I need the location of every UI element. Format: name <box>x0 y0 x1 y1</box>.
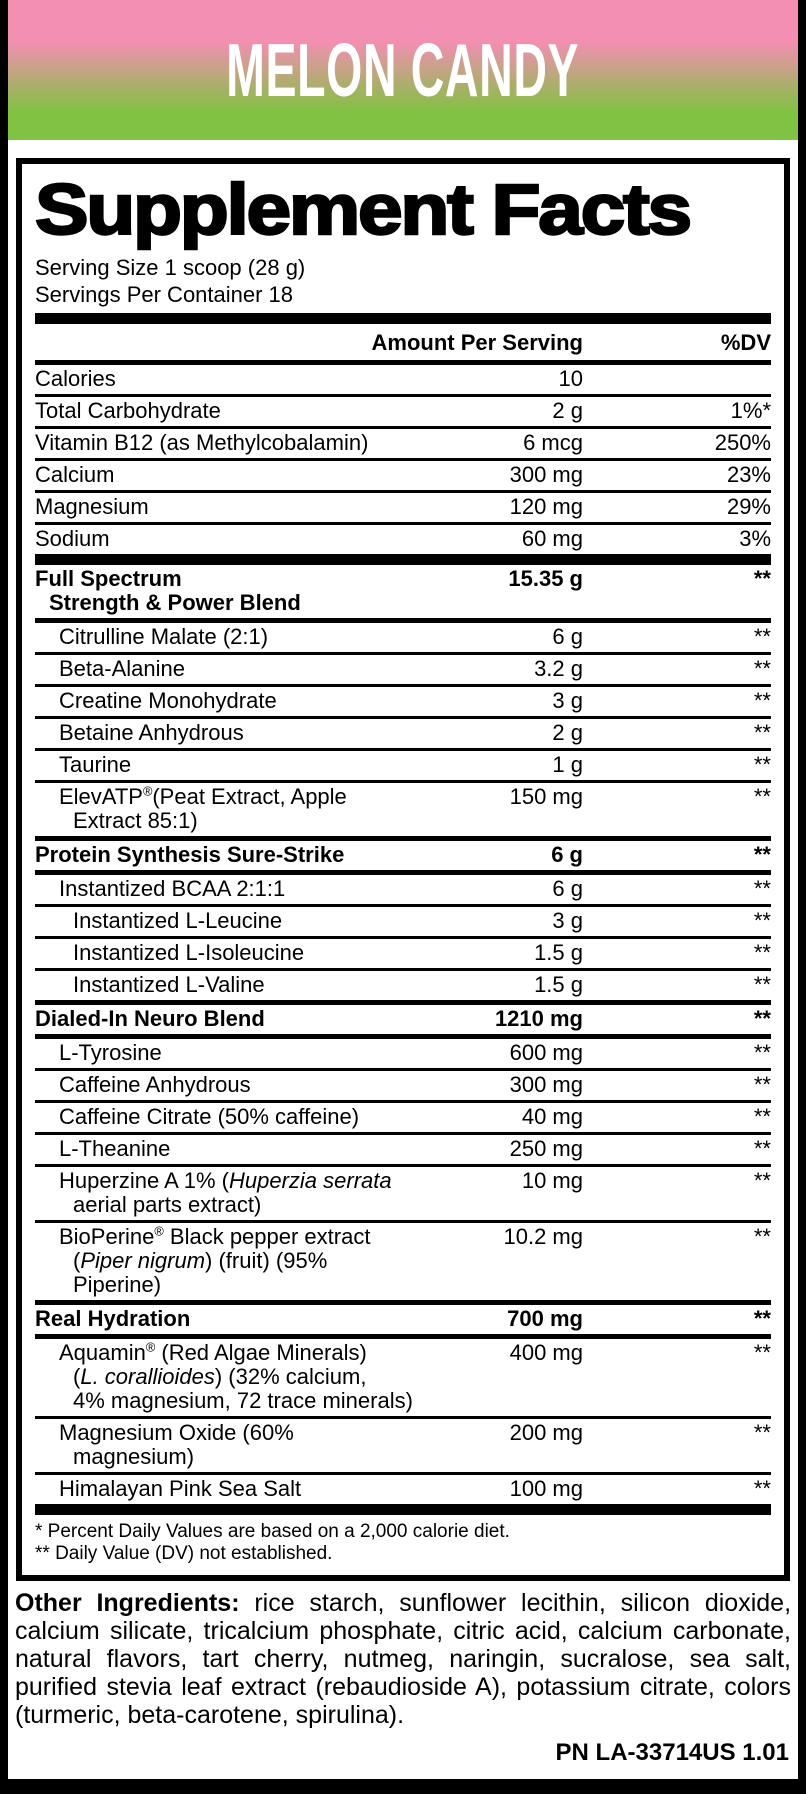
ingredient-amount: 100 mg <box>509 1475 583 1501</box>
ingredient-name: Full Spectrum Strength & Power Blend <box>35 565 301 615</box>
ingredient-amount: 1210 mg <box>494 1005 583 1031</box>
ingredient-amount: 1.5 g <box>534 971 583 997</box>
table-row <box>35 490 771 522</box>
ingredient-amount: 40 mg <box>521 1103 583 1129</box>
flavor-banner <box>8 0 798 140</box>
ingredient-name: Total Carbohydrate <box>35 397 221 423</box>
ingredient-name: Instantized BCAA 2:1:1 <box>59 875 286 901</box>
table-row <box>35 1034 771 1068</box>
servings-per-container: Servings Per Container 18 <box>35 281 294 307</box>
ingredient-name: Magnesium <box>35 493 149 519</box>
table-row <box>35 870 771 904</box>
other-ingredients <box>15 1589 791 1729</box>
ingredient-amount: 250 mg <box>509 1135 583 1161</box>
ingredient-dv: ** <box>753 1071 771 1097</box>
section-divider-bar <box>35 554 771 565</box>
serving-size: Serving Size 1 scoop (28 g) <box>35 254 306 280</box>
ingredient-name: Protein Synthesis Sure-Strike <box>35 841 345 867</box>
ingredient-amount: 6 g <box>551 841 583 867</box>
ingredient-amount: 150 mg <box>509 783 583 809</box>
ingredient-name: Huperzine A 1% (Huperzia serrata aerial parts extract) <box>59 1167 392 1217</box>
ingredient-amount: 1.5 g <box>534 939 583 965</box>
table-row <box>35 1132 771 1164</box>
ingredient-amount: 1 g <box>552 751 583 777</box>
ingredient-name: Sodium <box>35 525 110 551</box>
table-row <box>35 936 771 968</box>
ingredient-name: Beta-Alanine <box>59 655 185 681</box>
ingredient-dv: ** <box>753 1339 771 1365</box>
banner-gap <box>8 140 798 158</box>
table-row <box>35 426 771 458</box>
table-column-header <box>35 324 771 365</box>
footnote-daily-values: * Percent Daily Values are based on a 2,000 calorie diet. <box>35 1520 510 1542</box>
blend-header-row <box>35 836 771 870</box>
ingredient-name: BioPerine® Black pepper extract (Piper nigrum) (fruit) (95% Piperine) <box>59 1223 371 1297</box>
ingredient-amount: 10.2 mg <box>503 1223 583 1249</box>
ingredient-name: L-Tyrosine <box>59 1039 162 1065</box>
ingredient-dv: ** <box>753 1005 771 1031</box>
ingredient-amount: 400 mg <box>509 1339 583 1365</box>
ingredient-dv: ** <box>753 719 771 745</box>
ingredient-name: Himalayan Pink Sea Salt <box>59 1475 302 1501</box>
dv-column-header: %DV <box>720 329 771 355</box>
ingredient-amount: 6 mcg <box>523 429 583 455</box>
ingredient-dv: ** <box>753 655 771 681</box>
ingredient-amount: 3 g <box>552 687 583 713</box>
table-row <box>35 522 771 554</box>
supplement-facts-title: Supplement Facts <box>35 171 690 250</box>
ingredient-dv: ** <box>753 1475 771 1501</box>
ingredient-amount: 120 mg <box>509 493 583 519</box>
ingredient-dv: ** <box>753 939 771 965</box>
ingredient-amount: 6 g <box>552 875 583 901</box>
ingredient-name: Caffeine Citrate (50% caffeine) <box>59 1103 360 1129</box>
ingredient-table <box>35 365 771 1515</box>
other-ingredients-label: Other Ingredients: <box>15 1588 240 1617</box>
ingredient-dv: ** <box>753 971 771 997</box>
table-row <box>35 365 771 394</box>
ingredient-amount: 15.35 g <box>508 565 583 591</box>
ingredient-name: Citrulline Malate (2:1) <box>59 623 269 649</box>
ingredient-dv: ** <box>753 1103 771 1129</box>
ingredient-amount: 2 g <box>552 719 583 745</box>
ingredient-name: Instantized L-Leucine <box>73 907 283 933</box>
table-row <box>35 1472 771 1504</box>
ingredient-dv: 250% <box>714 429 771 455</box>
table-row <box>35 904 771 936</box>
ingredient-amount: 700 mg <box>507 1305 583 1331</box>
ingredient-name: Caffeine Anhydrous <box>59 1071 251 1097</box>
ingredient-amount: 10 <box>558 365 583 391</box>
ingredient-name: Vitamin B12 (as Methylcobalamin) <box>35 429 369 455</box>
table-row <box>35 618 771 652</box>
ingredient-amount: 300 mg <box>509 461 583 487</box>
ingredient-amount: 60 mg <box>521 525 583 551</box>
bottom-bar <box>8 1779 798 1794</box>
table-row <box>35 716 771 748</box>
ingredient-dv: ** <box>753 907 771 933</box>
ingredient-dv: ** <box>753 1135 771 1161</box>
supplement-facts-panel <box>16 158 790 1581</box>
ingredient-dv: 1%* <box>730 397 771 423</box>
blend-header-row <box>35 1300 771 1334</box>
table-row <box>35 458 771 490</box>
ingredient-name: Dialed-In Neuro Blend <box>35 1005 265 1031</box>
ingredient-dv: ** <box>753 783 771 809</box>
ingredient-amount: 2 g <box>552 397 583 423</box>
ingredient-dv: ** <box>753 1223 771 1249</box>
table-row <box>35 1100 771 1132</box>
part-number: PN LA-33714US 1.01 <box>555 1738 789 1766</box>
ingredient-amount: 3.2 g <box>534 655 583 681</box>
table-row <box>35 1334 771 1416</box>
header-divider-bar <box>35 313 771 324</box>
ingredient-dv: ** <box>753 1305 771 1331</box>
table-row <box>35 1220 771 1300</box>
ingredient-dv: 23% <box>726 461 771 487</box>
amount-column-header: Amount Per Serving <box>371 329 583 355</box>
table-row <box>35 780 771 836</box>
ingredient-amount: 600 mg <box>509 1039 583 1065</box>
table-row <box>35 748 771 780</box>
ingredient-name: Instantized L-Valine <box>73 971 265 997</box>
ingredient-dv: ** <box>753 565 771 591</box>
ingredient-name: Aquamin® (Red Algae Minerals) (L. corallioides) (32% calcium, 4% magnesium, 72 trace minerals) <box>59 1339 413 1413</box>
bottom-section <box>8 1581 798 1779</box>
blend-header-row <box>35 565 771 618</box>
ingredient-dv: ** <box>753 841 771 867</box>
ingredient-dv: ** <box>753 623 771 649</box>
ingredient-name: Calcium <box>35 461 115 487</box>
table-row <box>35 1416 771 1472</box>
ingredient-name: Betaine Anhydrous <box>59 719 244 745</box>
table-row <box>35 394 771 426</box>
footnotes <box>35 1515 771 1567</box>
ingredient-dv: ** <box>753 1167 771 1193</box>
ingredient-name: Instantized L-Isoleucine <box>73 939 305 965</box>
ingredient-dv: ** <box>753 875 771 901</box>
table-row <box>35 684 771 716</box>
section-divider-bar <box>35 1504 771 1515</box>
ingredient-name: Taurine <box>59 751 132 777</box>
ingredient-name: Calories <box>35 365 116 391</box>
ingredient-dv: 29% <box>726 493 771 519</box>
ingredient-name: Creatine Monohydrate <box>59 687 277 713</box>
ingredient-amount: 10 mg <box>521 1167 583 1193</box>
other-ingredients-text: rice starch, sunflower lecithin, silicon dioxide, calcium silicate, tricalcium phosphate, citric acid, calcium carbonate, natural flavors, tart cherry, nutmeg, naringin, sucralose, sea salt, purified stevia leaf extract (rebaudioside A), potassium citrate, colors (turmeric, beta-carotene, spirulina). <box>15 1588 792 1729</box>
table-row <box>35 968 771 1000</box>
ingredient-amount: 3 g <box>552 907 583 933</box>
ingredient-name: Magnesium Oxide (60% magnesium) <box>59 1419 294 1469</box>
flavor-name: MELON CANDY <box>226 27 580 112</box>
table-row <box>35 1068 771 1100</box>
table-row <box>35 652 771 684</box>
ingredient-dv: ** <box>753 687 771 713</box>
ingredient-amount: 300 mg <box>509 1071 583 1097</box>
ingredient-amount: 200 mg <box>509 1419 583 1445</box>
footnote-dv-not-established: ** Daily Value (DV) not established. <box>35 1542 333 1564</box>
ingredient-name: Real Hydration <box>35 1305 191 1331</box>
table-row <box>35 1164 771 1220</box>
ingredient-dv: ** <box>753 1039 771 1065</box>
ingredient-dv: ** <box>753 1419 771 1445</box>
ingredient-name: ElevATP®(Peat Extract, Apple Extract 85:1) <box>59 783 347 833</box>
ingredient-amount: 6 g <box>552 623 583 649</box>
ingredient-name: L-Theanine <box>59 1135 171 1161</box>
ingredient-dv: 3% <box>739 525 771 551</box>
blend-header-row <box>35 1000 771 1034</box>
ingredient-dv: ** <box>753 751 771 777</box>
